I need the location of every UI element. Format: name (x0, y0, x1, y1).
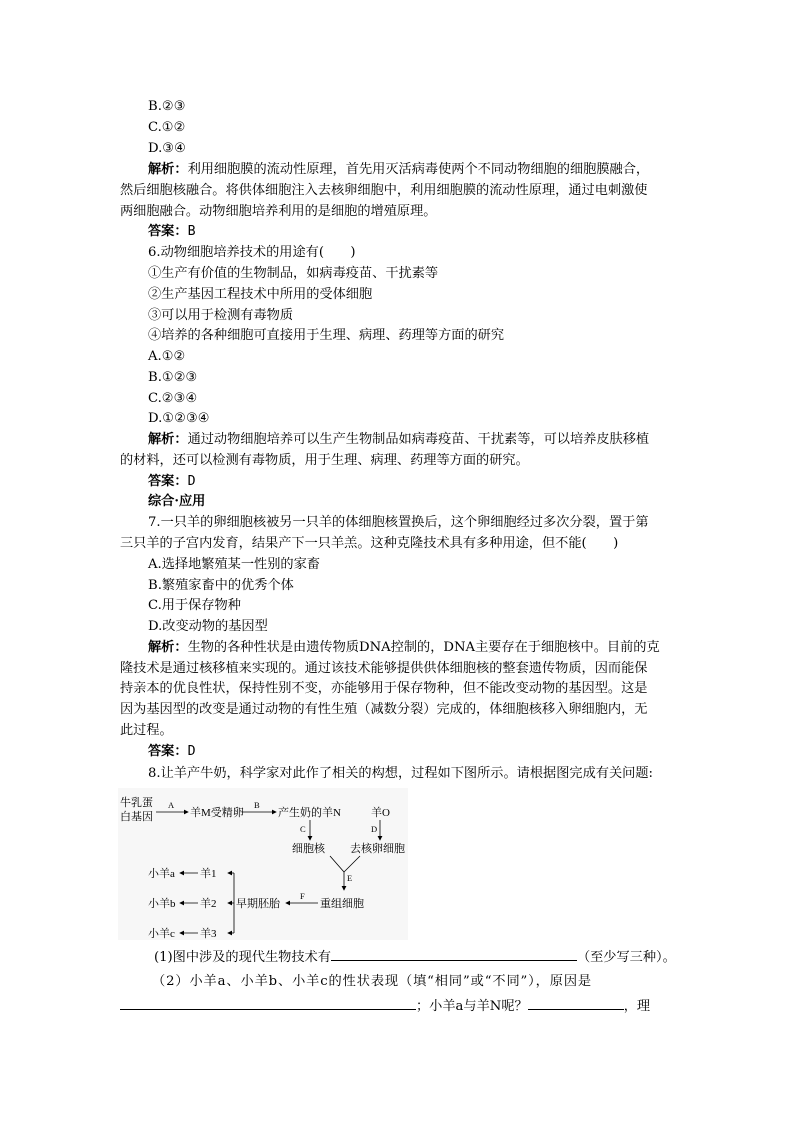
q5-explanation-line-3: 两细胞融合。动物细胞培养利用的是细胞的增殖原理。 (120, 204, 437, 219)
gene-label-line-1: 牛乳蛋 (120, 797, 153, 809)
q5-explanation-line-1 (148, 160, 649, 180)
q6-item-4: ④培养的各种细胞可直接用于生理、病理、药理等方面的研究 (148, 328, 505, 343)
answer-blank-reason[interactable] (120, 995, 416, 1010)
explanation-label: 解析： (148, 432, 188, 447)
answer-label: 答案： (148, 224, 188, 239)
q6-stem: 6.动物细胞培养技术的用途有( ) (148, 245, 356, 260)
gene-label-line-2: 白基因 (120, 811, 153, 823)
sheep-o: 羊O (371, 807, 390, 819)
q7-explanation-line-2: 隆技术是通过核移植来实现的。通过该技术能够提供供体细胞核的整套遗传物质，因而能保 (120, 661, 648, 676)
q7-stem-line-2: 三只羊的子宫内发育，结果产下一只羊羔。这种克隆技术具有多种用途，但不能( ) (120, 536, 619, 551)
q6-explanation-line-2: 的材料，还可以检测有毒物质，用于生理、病理、药理等方面的研究。 (120, 453, 529, 468)
arrow-d-label: D (371, 824, 378, 834)
q7-explanation-line-5: 此过程。 (120, 723, 173, 738)
q7-answer (148, 742, 196, 762)
q5-answer (148, 222, 196, 242)
sheep-m-zygote: 羊M受精卵 (190, 807, 244, 819)
diagram-background (118, 788, 408, 940)
sub-question-1-text: (1)图中涉及的现代生物技术有 (154, 950, 331, 965)
lamb-a: 小羊a (148, 868, 175, 880)
answer-label: 答案： (148, 474, 188, 489)
q7-explanation-line-3: 持亲本的优良性状，保持性别不变，亦能够用于保存物种，但不能改变动物的基因型。这是 (120, 681, 648, 696)
arrow-e-label: E (347, 873, 353, 883)
sheep-1: 羊1 (200, 868, 217, 880)
answer-value: B (187, 224, 196, 239)
arrow-f-label: F (300, 891, 305, 901)
lamb-c: 小羊c (148, 928, 175, 940)
cell-nucleus: 细胞核 (292, 843, 325, 855)
q5-explanation-line-2: 然后细胞核融合。将供体细胞注入去核卵细胞中，利用细胞膜的流动性原理，通过电刺激使 (120, 183, 648, 198)
sub-question-1-suffix: （至少写三种）。 (576, 950, 676, 965)
explanation-text: 利用细胞膜的流动性原理，首先用灭活病毒使两个不同动物细胞的细胞膜融合， (187, 162, 650, 177)
q8-sub-question-2-cont (120, 995, 650, 1017)
early-embryo: 早期胚胎 (236, 898, 280, 910)
q8-sub-question-1 (154, 946, 676, 968)
section-title: 综合·应用 (148, 494, 206, 509)
arrow-a-label: A (168, 800, 175, 810)
q6-item-2: ②生产基因工程技术中所用的受体细胞 (148, 287, 373, 302)
q7-explanation-line-4: 因为基因型的改变是通过动物的有性生殖（减数分裂）完成的，体细胞核移入卵细胞内，无 (120, 702, 648, 717)
answer-value: D (187, 744, 196, 759)
answer-blank-technologies[interactable] (331, 946, 577, 961)
explanation-label: 解析： (148, 640, 188, 655)
q7-option-d: D.改变动物的基因型 (148, 619, 268, 634)
q6-item-1: ①生产有价值的生物制品，如病毒疫苗、干扰素等 (148, 266, 439, 281)
q7-option-a: A.选择地繁殖某一性别的家畜 (148, 557, 320, 572)
q6-option-b: B.①②③ (148, 370, 198, 385)
answer-label: 答案： (148, 744, 188, 759)
q6-item-3: ③可以用于检测有毒物质 (148, 308, 294, 323)
enucleated-egg-cell: 去核卵细胞 (350, 843, 405, 855)
explanation-label: 解析： (148, 162, 188, 177)
answer-value: D (187, 474, 196, 489)
q8-sub-question-2: （2）小羊a、小羊b、小羊c的性状表现（填“相同”或“不同”），原因是 (152, 974, 593, 989)
explanation-text: 生物的各种性状是由遗传物质DNA控制的，DNA主要存在于细胞核中。目前的克 (187, 640, 660, 655)
option-d: D.③④ (148, 141, 186, 156)
q6-explanation-line-1 (148, 430, 649, 450)
sheep-3: 羊3 (200, 928, 217, 940)
option-b: B.②③ (148, 99, 186, 114)
sub-question-2-follow-up: ；小羊a与羊N呢？ (416, 999, 528, 1014)
q7-stem-line-1: 7.一只羊的卵细胞核被另一只羊的体细胞核置换后，这个卵细胞经过多次分裂，置于第 (148, 515, 649, 530)
sub-question-2-tail: ，理 (623, 999, 651, 1014)
sheep-2: 羊2 (200, 898, 217, 910)
cloning-process-diagram (118, 788, 408, 940)
q6-answer (148, 472, 196, 492)
q7-option-b: B.繁殖家畜中的优秀个体 (148, 578, 294, 593)
arrow-b-label: B (254, 800, 260, 810)
recombined-cell: 重组细胞 (320, 898, 364, 910)
option-c: C.①② (148, 120, 186, 135)
sheep-n-milk-producer: 产生奶的羊N (278, 807, 341, 819)
q6-option-c: C.②③④ (148, 391, 198, 406)
arrow-c-label: C (300, 824, 306, 834)
q7-explanation-line-1 (148, 638, 660, 658)
answer-blank-lamb-a-vs-n[interactable] (528, 995, 624, 1010)
q6-option-a: A.①② (148, 349, 186, 364)
lamb-b: 小羊b (148, 898, 176, 910)
q7-option-c: C.用于保存物种 (148, 598, 241, 613)
q8-stem: 8.让羊产牛奶，科学家对此作了相关的构想，过程如下图所示。请根据图完成有关问题: (148, 766, 653, 781)
explanation-text: 通过动物细胞培养可以生产生物制品如病毒疫苗、干扰素等，可以培养皮肤移植 (187, 432, 650, 447)
q6-option-d: D.①②③④ (148, 411, 210, 426)
